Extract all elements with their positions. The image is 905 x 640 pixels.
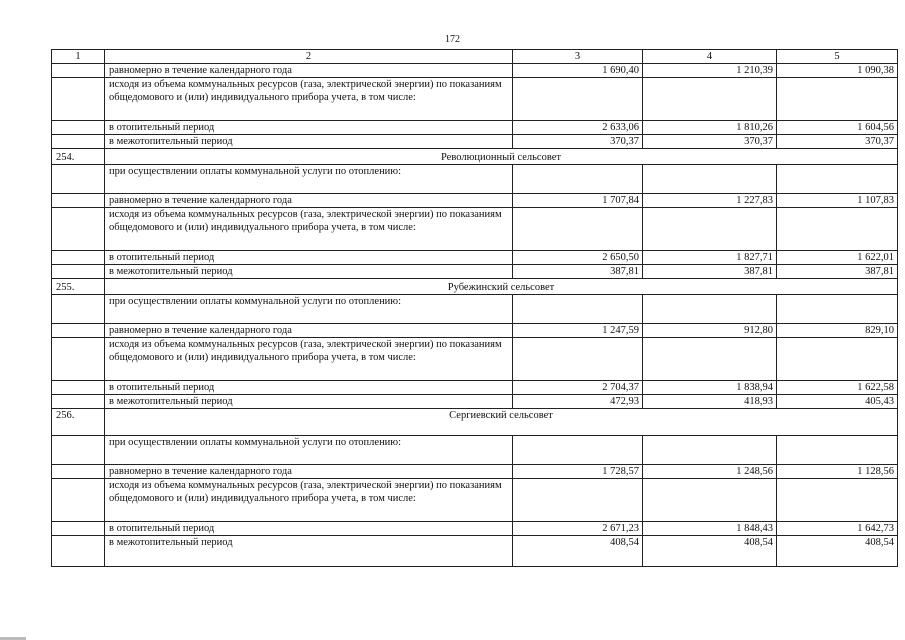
- description-cell: в межотопительный период: [105, 536, 513, 567]
- value-cell-col3: 1 728,57: [513, 465, 643, 479]
- description-cell: исходя из объема коммунальных ресурсов (газа, электрической энергии) по показаниям общедомового и (или) индивидуального прибора учета, в том числе:: [105, 479, 513, 522]
- value-cell-col3: 1 247,59: [513, 324, 643, 338]
- table-row: [52, 395, 898, 409]
- section-title: Сергиевский сельсовет: [105, 409, 898, 436]
- description-cell: при осуществлении оплаты коммунальной услуги по отоплению:: [105, 295, 513, 324]
- value-cell-col4: 1 210,39: [643, 64, 777, 78]
- value-cell-col3: 370,37: [513, 135, 643, 149]
- table-row: [52, 436, 898, 465]
- row-number-cell: [52, 479, 105, 522]
- description-cell: в межотопительный период: [105, 395, 513, 409]
- table-row: [52, 135, 898, 149]
- section-number: 256.: [52, 409, 105, 436]
- value-cell-col5: [777, 338, 898, 381]
- value-cell-col4: 912,80: [643, 324, 777, 338]
- value-cell-col3: [513, 436, 643, 465]
- section-row: [52, 279, 898, 295]
- row-number-cell: [52, 465, 105, 479]
- row-number-cell: [52, 381, 105, 395]
- value-cell-col5: [777, 208, 898, 251]
- header-row: [52, 50, 898, 64]
- value-cell-col4: [643, 436, 777, 465]
- section-row: [52, 409, 898, 436]
- value-cell-col4: [643, 208, 777, 251]
- row-number-cell: [52, 436, 105, 465]
- row-number-cell: [52, 208, 105, 251]
- table-row: [52, 78, 898, 121]
- value-cell-col5: 1 107,83: [777, 194, 898, 208]
- value-cell-col4: 1 827,71: [643, 251, 777, 265]
- description-cell: в межотопительный период: [105, 135, 513, 149]
- row-number-cell: [52, 194, 105, 208]
- section-number: 255.: [52, 279, 105, 295]
- header-cell-4: 4: [643, 50, 777, 64]
- row-number-cell: [52, 251, 105, 265]
- value-cell-col3: [513, 165, 643, 194]
- value-cell-col5: 829,10: [777, 324, 898, 338]
- section-number: 254.: [52, 149, 105, 165]
- description-cell: равномерно в течение календарного года: [105, 64, 513, 78]
- row-number-cell: [52, 78, 105, 121]
- description-cell: равномерно в течение календарного года: [105, 465, 513, 479]
- row-number-cell: [52, 395, 105, 409]
- value-cell-col4: 370,37: [643, 135, 777, 149]
- value-cell-col5: 1 642,73: [777, 522, 898, 536]
- description-cell: в отопительный период: [105, 251, 513, 265]
- value-cell-col5: 1 622,58: [777, 381, 898, 395]
- value-cell-col5: 1 622,01: [777, 251, 898, 265]
- description-cell: при осуществлении оплаты коммунальной услуги по отоплению:: [105, 165, 513, 194]
- header-cell-2: 2: [105, 50, 513, 64]
- description-cell: исходя из объема коммунальных ресурсов (газа, электрической энергии) по показаниям общедомового и (или) индивидуального прибора учета, в том числе:: [105, 338, 513, 381]
- row-number-cell: [52, 135, 105, 149]
- description-cell: равномерно в течение календарного года: [105, 324, 513, 338]
- value-cell-col3: 1 707,84: [513, 194, 643, 208]
- value-cell-col5: [777, 479, 898, 522]
- description-cell: при осуществлении оплаты коммунальной услуги по отоплению:: [105, 436, 513, 465]
- header-cell-3: 3: [513, 50, 643, 64]
- value-cell-col3: 2 650,50: [513, 251, 643, 265]
- table-row: [52, 194, 898, 208]
- row-number-cell: [52, 324, 105, 338]
- table-row: [52, 536, 898, 567]
- value-cell-col4: [643, 78, 777, 121]
- table-row: [52, 121, 898, 135]
- value-cell-col4: [643, 165, 777, 194]
- page-number: 172: [445, 34, 460, 45]
- description-cell: в отопительный период: [105, 522, 513, 536]
- value-cell-col5: 405,43: [777, 395, 898, 409]
- row-number-cell: [52, 536, 105, 567]
- row-number-cell: [52, 165, 105, 194]
- value-cell-col5: [777, 78, 898, 121]
- table-row: [52, 381, 898, 395]
- table-row: [52, 479, 898, 522]
- value-cell-col4: 1 227,83: [643, 194, 777, 208]
- table-row: [52, 465, 898, 479]
- value-cell-col4: 1 248,56: [643, 465, 777, 479]
- section-title: Рубежинский сельсовет: [105, 279, 898, 295]
- table-row: [52, 165, 898, 194]
- header-cell-1: 1: [52, 50, 105, 64]
- tariff-table: [51, 49, 898, 567]
- value-cell-col4: 387,81: [643, 265, 777, 279]
- value-cell-col3: 2 671,23: [513, 522, 643, 536]
- description-cell: исходя из объема коммунальных ресурсов (газа, электрической энергии) по показаниям общедомового и (или) индивидуального прибора учета, в том числе:: [105, 78, 513, 121]
- header-cell-5: 5: [777, 50, 898, 64]
- description-cell: в межотопительный период: [105, 265, 513, 279]
- value-cell-col4: 408,54: [643, 536, 777, 567]
- value-cell-col3: 387,81: [513, 265, 643, 279]
- row-number-cell: [52, 265, 105, 279]
- value-cell-col3: 2 633,06: [513, 121, 643, 135]
- value-cell-col3: 408,54: [513, 536, 643, 567]
- value-cell-col5: [777, 295, 898, 324]
- value-cell-col5: 1 128,56: [777, 465, 898, 479]
- value-cell-col3: [513, 338, 643, 381]
- row-number-cell: [52, 338, 105, 381]
- value-cell-col5: 1 090,38: [777, 64, 898, 78]
- description-cell: в отопительный период: [105, 381, 513, 395]
- description-cell: равномерно в течение календарного года: [105, 194, 513, 208]
- value-cell-col4: [643, 338, 777, 381]
- value-cell-col4: [643, 295, 777, 324]
- value-cell-col3: [513, 295, 643, 324]
- value-cell-col4: 1 848,43: [643, 522, 777, 536]
- value-cell-col3: 2 704,37: [513, 381, 643, 395]
- section-title: Революционный сельсовет: [105, 149, 898, 165]
- row-number-cell: [52, 522, 105, 536]
- value-cell-col4: 1 838,94: [643, 381, 777, 395]
- row-number-cell: [52, 121, 105, 135]
- table-row: [52, 208, 898, 251]
- value-cell-col4: 418,93: [643, 395, 777, 409]
- value-cell-col5: 408,54: [777, 536, 898, 567]
- section-row: [52, 149, 898, 165]
- table-row: [52, 64, 898, 78]
- table-row: [52, 265, 898, 279]
- value-cell-col5: 370,37: [777, 135, 898, 149]
- table-row: [52, 251, 898, 265]
- table-row: [52, 324, 898, 338]
- value-cell-col5: [777, 165, 898, 194]
- value-cell-col5: 1 604,56: [777, 121, 898, 135]
- description-cell: исходя из объема коммунальных ресурсов (газа, электрической энергии) по показаниям общедомового и (или) индивидуального прибора учета, в том числе:: [105, 208, 513, 251]
- value-cell-col5: 387,81: [777, 265, 898, 279]
- value-cell-col4: 1 810,26: [643, 121, 777, 135]
- value-cell-col3: 1 690,40: [513, 64, 643, 78]
- table-row: [52, 295, 898, 324]
- row-number-cell: [52, 295, 105, 324]
- value-cell-col3: [513, 78, 643, 121]
- table-row: [52, 338, 898, 381]
- value-cell-col3: [513, 479, 643, 522]
- value-cell-col4: [643, 479, 777, 522]
- value-cell-col3: [513, 208, 643, 251]
- table-row: [52, 522, 898, 536]
- row-number-cell: [52, 64, 105, 78]
- description-cell: в отопительный период: [105, 121, 513, 135]
- value-cell-col3: 472,93: [513, 395, 643, 409]
- value-cell-col5: [777, 436, 898, 465]
